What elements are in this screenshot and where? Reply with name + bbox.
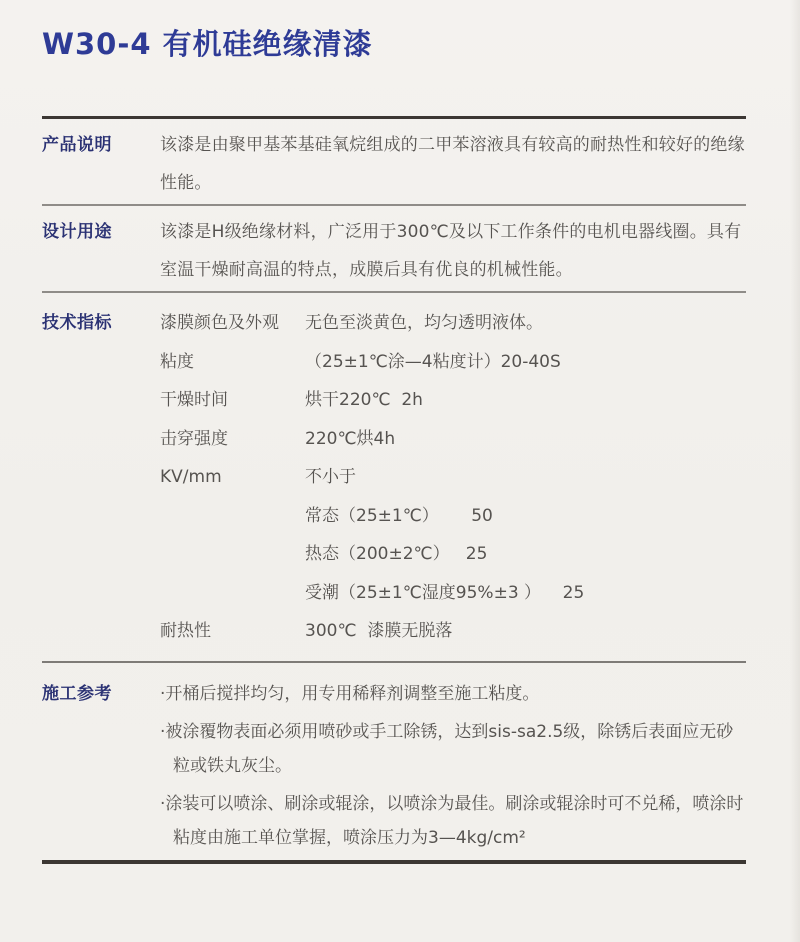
- section-label-design-use: 设计用途: [42, 222, 112, 242]
- design-use-text: 该漆是H级绝缘材料，广泛用于300℃及以下工作条件的电机电器线圈。具有室温干燥耐高温的特点，成膜后具有优良的机械性能。: [160, 222, 742, 280]
- bottom-divider: [42, 860, 746, 864]
- spec-row-viscosity: [160, 343, 746, 382]
- spec-row-kv-mm: [160, 458, 746, 497]
- spec-name: [160, 535, 305, 574]
- spec-row-damp-state: [160, 574, 746, 613]
- spec-name: 耐热性: [160, 621, 211, 641]
- spec-name: KV/mm: [160, 467, 222, 487]
- spec-name: 干燥时间: [160, 390, 228, 410]
- spec-value: 常态（25±1℃） 50: [305, 505, 493, 526]
- spec-table: [160, 304, 746, 651]
- divider-after-technical-specs: [42, 661, 746, 663]
- spec-row-breakdown-strength: [160, 420, 746, 459]
- spec-value: （25±1℃涂—4粘度计）20-40S: [305, 351, 561, 372]
- bullet-application-methods: ·涂装可以喷涂、刷涂或辊涂，以喷涂为最佳。刷涂或辊涂时可不兑稀，喷涂时粘度由施工单位掌握，喷涂压力为3—4kg/cm²: [160, 793, 744, 848]
- spec-value: 热态（200±2℃） 25: [305, 544, 488, 564]
- spec-name: 击穿强度: [160, 428, 228, 449]
- spec-name: 粘度: [160, 351, 194, 372]
- page-title: W30-4 有机硅绝缘清漆: [42, 27, 373, 61]
- spec-value: 受潮（25±1℃湿度95%±3 ） 25: [305, 582, 585, 603]
- divider-after-product-description: [42, 204, 746, 206]
- bullet-stirring: ·开桶后搅拌均匀，用专用稀释剂调整至施工粘度。: [160, 683, 540, 704]
- spec-name: [160, 574, 305, 613]
- section-product-description: [42, 126, 746, 202]
- spec-name: 漆膜颜色及外观: [160, 313, 279, 333]
- spec-row-normal-state: [160, 497, 746, 536]
- application-bullets: [160, 677, 746, 855]
- spec-name: [160, 497, 305, 536]
- spec-value: 烘干220℃ 2h: [305, 390, 423, 410]
- spec-row-heat-resistance: [160, 612, 746, 651]
- divider-after-design-use: [42, 291, 746, 293]
- section-label-product-description: 产品说明: [42, 135, 112, 155]
- top-divider: [42, 116, 746, 119]
- section-label-technical-specs: 技术指标: [42, 313, 112, 333]
- spec-value: 无色至淡黄色，均匀透明液体。: [305, 313, 543, 333]
- section-application-reference: [42, 677, 746, 855]
- page-edge-shading: [790, 0, 800, 942]
- bullet-surface-prep: ·被涂覆物表面必须用喷砂或手工除锈，达到sis-sa2.5级，除锈后表面应无砂粒或铁丸灰尘。: [160, 721, 734, 776]
- section-label-application-reference: 施工参考: [42, 683, 112, 704]
- spec-value: 220℃烘4h: [305, 428, 396, 449]
- spec-value: 不小于: [305, 467, 356, 487]
- spec-value: 300℃ 漆膜无脱落: [305, 621, 453, 641]
- spec-row-drying-time: [160, 381, 746, 420]
- spec-row-film-color: [160, 304, 746, 343]
- spec-row-hot-state: [160, 535, 746, 574]
- product-description-text: 该漆是由聚甲基苯基硅氧烷组成的二甲苯溶液具有较高的耐热性和较好的绝缘性能。: [160, 135, 745, 193]
- section-technical-specs: [42, 304, 746, 651]
- section-design-use: [42, 213, 746, 289]
